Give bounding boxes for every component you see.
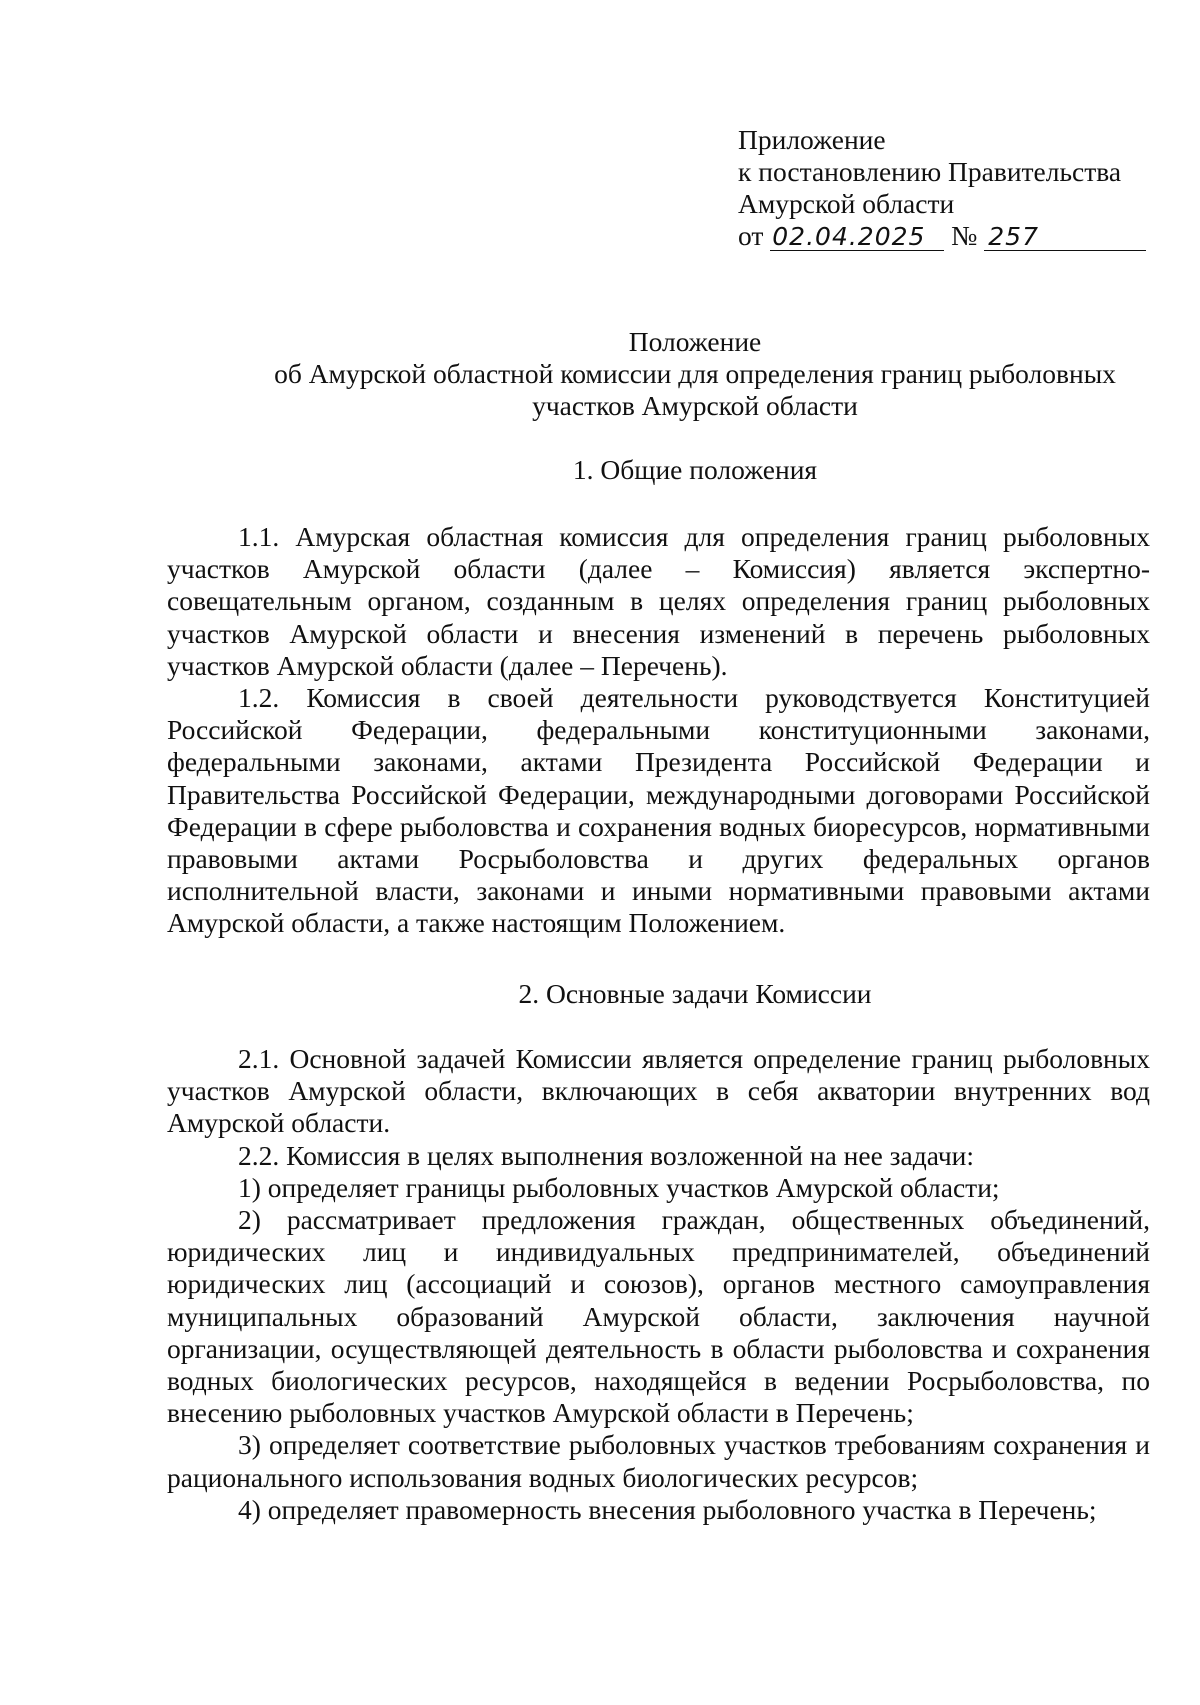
section-1-body <box>167 521 1150 940</box>
list-item-1: 1) определяет границы рыболовных участков Амурской области; <box>238 1171 1000 1203</box>
annex-date-field <box>770 223 944 251</box>
paragraph-1-2: 1.2. Комиссия в своей деятельности руководствуется Конституцией Российской Федерации, федеральными конституционными законами, федеральными законами, актами Президента Российской Федерации и Правительства Российской Федерации, международными договорами Российской Федерации в сфере рыболовства и сохранения водных биоресурсов, нормативными правовыми актами Росрыболовства и других федеральных органов исполнительной власти, законами и иными нормативными правовыми актами Амурской области, а также настоящим Положением. <box>167 682 1150 939</box>
annex-reference: к постановлению Правительства <box>738 156 1122 187</box>
title-line-1: Положение <box>628 326 762 357</box>
list-item-3: 3) определяет соответствие рыболовных участков требованиям сохранения и рационального использования водных биологических ресурсов; <box>167 1429 1150 1493</box>
paragraph-1-1: 1.1. Амурская областная комиссия для определения границ рыболовных участков Амурской области (далее – Комиссия) является экспертно-совещательным органом, созданным в целях определения границ рыболовных участков Амурской области и внесения изменений в перечень рыболовных участков Амурской области (далее – Перечень). <box>167 521 1150 681</box>
annex-date-number-line <box>738 220 1158 252</box>
annex-region: Амурской области <box>738 188 955 219</box>
annex-number-label: № <box>951 220 978 251</box>
section-2-heading: 2. Основные задачи Комиссии <box>518 978 872 1009</box>
annex-number-field <box>984 223 1146 251</box>
section-2-body <box>167 1043 1150 1526</box>
annex-number-handwritten: 257 <box>988 222 1039 251</box>
paragraph-2-2: 2.2. Комиссия в целях выполнения возложенной на нее задачи: <box>238 1139 975 1171</box>
annex-date-handwritten: 02.04.2025 <box>772 222 926 251</box>
annex-title: Приложение <box>738 124 886 155</box>
title-line-2: об Амурской областной комиссии для определения границ рыболовных <box>274 358 1116 389</box>
list-item-2: 2) рассматривает предложения граждан, общественных объединений, юридических лиц и индивидуальных предпринимателей, объединений юридических лиц (ассоциаций и союзов), органов местного самоуправления муниципальных образований Амурской области, заключения научной организации, осуществляющей деятельность в области рыболовства и сохранения водных биологических ресурсов, находящейся в ведении Росрыболовства, по внесению рыболовных участков Амурской области в Перечень; <box>167 1204 1150 1429</box>
paragraph-2-1: 2.1. Основной задачей Комиссии является определение границ рыболовных участков Амурской области, включающих в себя акватории внутренних вод Амурской области. <box>167 1043 1150 1139</box>
title-line-3: участков Амурской области <box>532 390 858 421</box>
annex-from-label: от <box>738 220 764 251</box>
annex-block <box>738 124 1158 252</box>
section-1-heading: 1. Общие положения <box>572 454 818 485</box>
document-title <box>150 326 1200 422</box>
list-item-4: 4) определяет правомерность внесения рыболовного участка в Перечень; <box>238 1493 1097 1525</box>
